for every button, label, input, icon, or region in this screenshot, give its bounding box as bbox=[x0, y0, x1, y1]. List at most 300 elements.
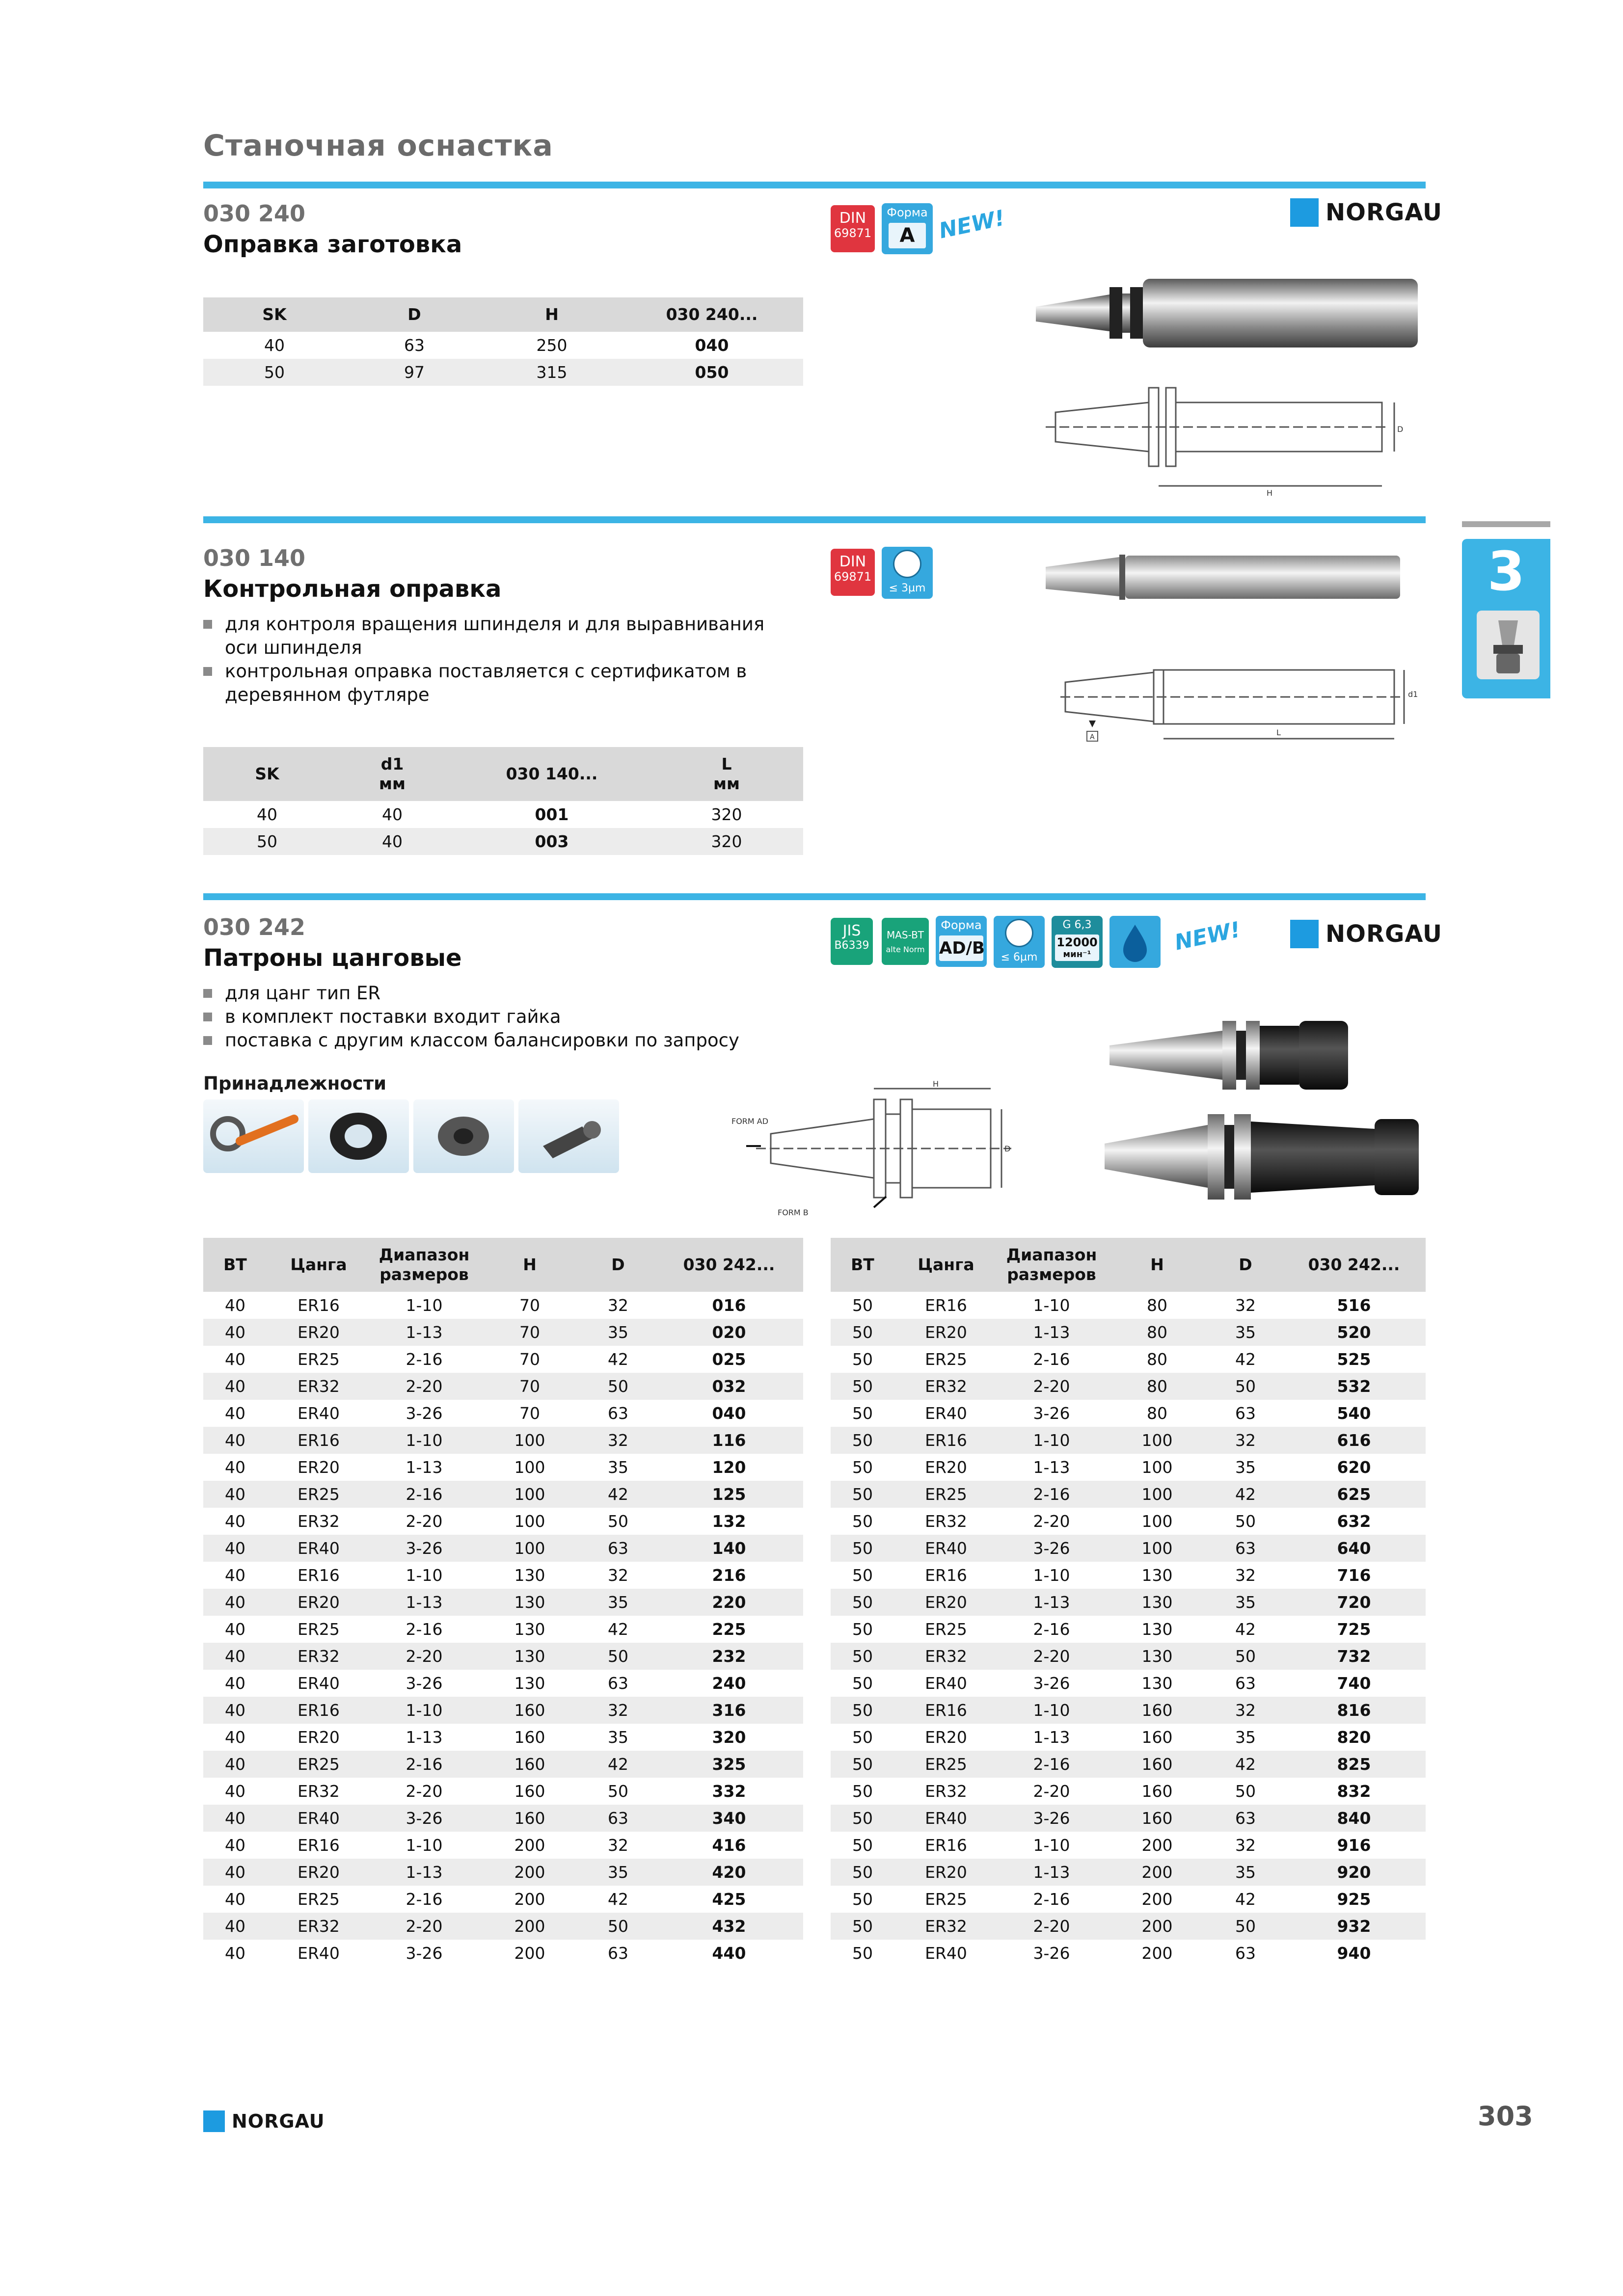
table-cell: 3-26 bbox=[406, 1944, 443, 1963]
table-cell: 040 bbox=[712, 1404, 746, 1423]
table-row bbox=[203, 1562, 803, 1589]
table-row bbox=[831, 1670, 1426, 1697]
table-cell: 40 bbox=[225, 1782, 245, 1801]
table-cell: 70 bbox=[478, 1319, 581, 1346]
mas-badge: MAS-BT alte Norm bbox=[882, 918, 929, 965]
table-cell: 40 bbox=[225, 1458, 245, 1477]
table-cell: 50 bbox=[852, 1458, 873, 1477]
table-cell: 40 bbox=[203, 1535, 267, 1562]
table-cell: ER32 bbox=[298, 1782, 340, 1801]
table-cell: 42 bbox=[608, 1620, 628, 1639]
spec-table-030242-bt50: BT Цанга Диапазон размеров H D 030 242... 50 ER16 1-10 80 32 516 50 ER20 1-13 80 35 520 50 ER25 2-16 80 42 525 50 ER32 2-20 80 50 532 50 ER40 3-26 80 63 540 50 ER16 1-10 100 32 616 50 ER20 1-13 100 35 620 50 ER25 2-16 100 42 625 50 ER32 2-20 100 50 632 50 ER40 3-26 100 63 640 50 ER16 1-10 130 32 716 50 ER20 1-13 130 35 720 50 ER25 2-16 130 42 725 50 ER32 2-20 130 50 732 50 ER40 3-26 130 63 740 50 ER16 1-10 160 32 816 50 ER20 1-13 160 35 820 50 ER25 2-16 160 42 825 50 ER32 2-20 160 50 832 50 ER40 3-26 160 63 840 50 ER16 1-10 200 32 916 50 ER20 1-13 200 35 920 50 ER25 2-16 200 42 925 50 ER32 2-20 200 50 932 50 ER40 3-26 200 63 940 bbox=[831, 1238, 1426, 1967]
table-cell: 50 bbox=[581, 1913, 655, 1940]
table-cell: 160 bbox=[514, 1728, 545, 1747]
table-cell: 32 bbox=[608, 1836, 628, 1855]
table-cell: 50 bbox=[852, 1674, 873, 1693]
table-cell: ER40 bbox=[894, 1535, 998, 1562]
table-cell: 320 bbox=[712, 1728, 746, 1747]
table-cell: 1-13 bbox=[406, 1458, 443, 1477]
table-cell: 1-13 bbox=[1033, 1458, 1070, 1477]
table-cell: 200 bbox=[1141, 1890, 1173, 1909]
table-cell: 40 bbox=[225, 1890, 245, 1909]
table-cell: 816 bbox=[1282, 1697, 1426, 1724]
table-cell: ER25 bbox=[267, 1751, 370, 1778]
table-cell: 50 bbox=[852, 1728, 873, 1747]
table-cell: 80 bbox=[1147, 1404, 1167, 1423]
table-cell: 32 bbox=[1209, 1697, 1282, 1724]
table-row bbox=[203, 1643, 803, 1670]
table-cell: 316 bbox=[655, 1697, 803, 1724]
table-cell: 032 bbox=[655, 1373, 803, 1400]
table-cell: 1-13 bbox=[998, 1859, 1106, 1886]
table-cell: 40 bbox=[203, 1373, 267, 1400]
table-cell: 40 bbox=[203, 1751, 267, 1778]
table-cell: 130 bbox=[1106, 1643, 1209, 1670]
table-cell: ER16 bbox=[925, 1836, 967, 1855]
table-cell: 2-20 bbox=[998, 1373, 1106, 1400]
table-cell: 132 bbox=[712, 1512, 746, 1531]
table-cell: 200 bbox=[478, 1859, 581, 1886]
table-cell: 925 bbox=[1337, 1890, 1371, 1909]
table-cell: 3-26 bbox=[998, 1805, 1106, 1832]
table-cell: 160 bbox=[478, 1697, 581, 1724]
table-cell: 42 bbox=[1235, 1620, 1256, 1639]
product-code: 030 140 bbox=[203, 545, 306, 571]
collet-icon bbox=[413, 1099, 514, 1173]
table-cell: 160 bbox=[478, 1751, 581, 1778]
table-cell: 1-13 bbox=[370, 1319, 478, 1346]
table-cell: 40 bbox=[225, 1620, 245, 1639]
accessory-collet[interactable] bbox=[413, 1099, 514, 1173]
feature-list bbox=[203, 982, 792, 1052]
svg-text:A: A bbox=[1090, 733, 1095, 741]
table-cell: 160 bbox=[1106, 1805, 1209, 1832]
table-cell: 1-10 bbox=[370, 1697, 478, 1724]
table-cell: ER20 bbox=[925, 1458, 967, 1477]
table-cell: 100 bbox=[1106, 1427, 1209, 1454]
table-cell: 625 bbox=[1282, 1481, 1426, 1508]
table-cell: 440 bbox=[712, 1944, 746, 1963]
table-cell: 1-10 bbox=[1033, 1566, 1070, 1585]
table-cell: ER20 bbox=[894, 1589, 998, 1616]
table-cell: 130 bbox=[1106, 1589, 1209, 1616]
table-cell: 840 bbox=[1282, 1805, 1426, 1832]
table-cell: 130 bbox=[478, 1643, 581, 1670]
table-cell: ER32 bbox=[267, 1643, 370, 1670]
svg-text:FORM B: FORM B bbox=[778, 1208, 809, 1217]
runout-badge: ≤ 3µm bbox=[882, 547, 933, 599]
table-cell: ER32 bbox=[267, 1913, 370, 1940]
table-cell: ER20 bbox=[894, 1319, 998, 1346]
table-cell: ER40 bbox=[298, 1674, 340, 1693]
table-cell: 2-20 bbox=[370, 1373, 478, 1400]
arbor-blank-image bbox=[1031, 265, 1424, 363]
table-cell: ER20 bbox=[267, 1589, 370, 1616]
table-cell: 40 bbox=[225, 1566, 245, 1585]
table-cell: 1-10 bbox=[998, 1697, 1106, 1724]
table-cell: 32 bbox=[608, 1566, 628, 1585]
table-row bbox=[831, 1832, 1426, 1859]
table-cell: ER16 bbox=[298, 1836, 340, 1855]
table-cell: 3-26 bbox=[406, 1404, 443, 1423]
table-row bbox=[203, 1832, 803, 1859]
table-cell: 025 bbox=[712, 1350, 746, 1369]
table-cell: 3-26 bbox=[370, 1535, 478, 1562]
table-cell: 40 bbox=[225, 1836, 245, 1855]
table-cell: 725 bbox=[1337, 1620, 1371, 1639]
table-cell: 32 bbox=[1235, 1296, 1256, 1315]
table-cell: 100 bbox=[478, 1427, 581, 1454]
table-cell: 50 bbox=[831, 1373, 894, 1400]
table-cell: 40 bbox=[203, 1805, 267, 1832]
table-cell: 520 bbox=[1282, 1319, 1426, 1346]
table-row bbox=[203, 1886, 803, 1913]
table-cell: 100 bbox=[514, 1458, 545, 1477]
table-cell: 80 bbox=[1106, 1373, 1209, 1400]
table-cell: 832 bbox=[1337, 1782, 1371, 1801]
table-cell: 1-13 bbox=[998, 1589, 1106, 1616]
table-cell: 160 bbox=[478, 1805, 581, 1832]
table-cell: 3-26 bbox=[370, 1805, 478, 1832]
table-cell: 916 bbox=[1337, 1836, 1371, 1855]
table-cell: ER32 bbox=[267, 1373, 370, 1400]
table-cell: 3-26 bbox=[1033, 1674, 1070, 1693]
table-cell: 40 bbox=[225, 1512, 245, 1531]
table-cell: 40 bbox=[203, 1481, 267, 1508]
table-row bbox=[831, 1751, 1426, 1778]
table-cell: 1-10 bbox=[370, 1427, 478, 1454]
table-cell: ER40 bbox=[894, 1805, 998, 1832]
table-cell: 2-20 bbox=[406, 1512, 443, 1531]
table-cell: ER25 bbox=[925, 1890, 967, 1909]
table-row bbox=[831, 1940, 1426, 1967]
table-cell: 35 bbox=[1209, 1859, 1282, 1886]
table-cell: 35 bbox=[1209, 1589, 1282, 1616]
table-cell: 616 bbox=[1282, 1427, 1426, 1454]
table-cell: 100 bbox=[1141, 1458, 1173, 1477]
table-row: 50 97 315 050 bbox=[203, 359, 803, 386]
table-cell: 1-13 bbox=[370, 1589, 478, 1616]
table-cell: 432 bbox=[655, 1913, 803, 1940]
table-cell: 35 bbox=[581, 1859, 655, 1886]
runout-badge: ≤ 6µm bbox=[994, 916, 1045, 968]
table-cell: 2-20 bbox=[998, 1643, 1106, 1670]
svg-text:D: D bbox=[1397, 425, 1404, 434]
table-row bbox=[831, 1400, 1426, 1427]
table-cell: 1-10 bbox=[1033, 1296, 1070, 1315]
table-cell: 50 bbox=[852, 1782, 873, 1801]
table-cell: ER16 bbox=[894, 1427, 998, 1454]
table-cell: 920 bbox=[1282, 1859, 1426, 1886]
table-cell: 40 bbox=[203, 1319, 267, 1346]
table-row bbox=[203, 1346, 803, 1373]
new-badge: NEW! bbox=[937, 205, 1007, 244]
table-cell: ER25 bbox=[894, 1481, 998, 1508]
table-cell: 35 bbox=[1209, 1319, 1282, 1346]
table-row bbox=[203, 1670, 803, 1697]
table-cell: 130 bbox=[514, 1620, 545, 1639]
table-row bbox=[203, 1454, 803, 1481]
table-cell: 2-16 bbox=[1033, 1890, 1070, 1909]
table-cell: 425 bbox=[712, 1890, 746, 1909]
table-cell: 2-16 bbox=[998, 1751, 1106, 1778]
table-row bbox=[831, 1697, 1426, 1724]
table-cell: 2-16 bbox=[370, 1481, 478, 1508]
table-cell: ER20 bbox=[267, 1319, 370, 1346]
table-cell: 50 bbox=[852, 1512, 873, 1531]
table-row bbox=[203, 1940, 803, 1967]
table-cell: 200 bbox=[1141, 1836, 1173, 1855]
table-cell: 35 bbox=[608, 1728, 628, 1747]
table-cell: 3-26 bbox=[1033, 1944, 1070, 1963]
table-cell: ER25 bbox=[267, 1481, 370, 1508]
collet-chuck-drawing bbox=[727, 1080, 1041, 1227]
table-row bbox=[831, 1913, 1426, 1940]
table-cell: 2-16 bbox=[406, 1890, 443, 1909]
coolant-icon bbox=[1109, 916, 1161, 968]
table-cell: 2-20 bbox=[370, 1643, 478, 1670]
table-cell: 2-16 bbox=[1033, 1350, 1070, 1369]
product-title: Контрольная оправка bbox=[203, 575, 502, 603]
table-row bbox=[831, 1643, 1426, 1670]
table-cell: 160 bbox=[1141, 1728, 1173, 1747]
forma-badge: Форма A bbox=[882, 203, 933, 254]
table-cell: ER25 bbox=[925, 1350, 967, 1369]
table-cell: 50 bbox=[852, 1620, 873, 1639]
table-cell: 020 bbox=[655, 1319, 803, 1346]
table-cell: 50 bbox=[831, 1697, 894, 1724]
table-cell: 50 bbox=[852, 1296, 873, 1315]
table-cell: 42 bbox=[581, 1481, 655, 1508]
svg-text:d1: d1 bbox=[1408, 690, 1418, 699]
table-cell: ER16 bbox=[925, 1566, 967, 1585]
gauge-icon bbox=[893, 550, 921, 578]
table-cell: 130 bbox=[1141, 1674, 1173, 1693]
table-cell: 50 bbox=[831, 1913, 894, 1940]
test-arbor-image bbox=[1041, 545, 1404, 614]
table-cell: 416 bbox=[712, 1836, 746, 1855]
table-cell: 125 bbox=[655, 1481, 803, 1508]
table-cell: 63 bbox=[1209, 1805, 1282, 1832]
accessories-heading: Принадлежности bbox=[203, 1073, 387, 1094]
table-cell: 50 bbox=[1209, 1643, 1282, 1670]
table-cell: 50 bbox=[831, 1589, 894, 1616]
table-cell: 220 bbox=[655, 1589, 803, 1616]
table-row bbox=[203, 1805, 803, 1832]
table-cell: ER32 bbox=[298, 1512, 340, 1531]
table-cell: 50 bbox=[831, 1859, 894, 1886]
table-row bbox=[203, 1697, 803, 1724]
table-row bbox=[203, 1751, 803, 1778]
table-cell: 40 bbox=[203, 1427, 267, 1454]
table-row bbox=[831, 1373, 1426, 1400]
table-cell: 340 bbox=[655, 1805, 803, 1832]
table-cell: 2-20 bbox=[370, 1913, 478, 1940]
list-item: в комплект поставки входит гайка bbox=[203, 1005, 792, 1029]
table-cell: 325 bbox=[655, 1751, 803, 1778]
table-cell: 1-10 bbox=[406, 1836, 443, 1855]
table-cell: 820 bbox=[1337, 1728, 1371, 1747]
table-cell: 70 bbox=[519, 1296, 540, 1315]
accessory-nut[interactable] bbox=[308, 1099, 409, 1173]
table-cell: 160 bbox=[1141, 1782, 1173, 1801]
table-row bbox=[203, 1724, 803, 1751]
table-cell: 640 bbox=[1282, 1535, 1426, 1562]
table-cell: 516 bbox=[1337, 1296, 1371, 1315]
table-cell: 100 bbox=[514, 1512, 545, 1531]
table-cell: 2-16 bbox=[998, 1481, 1106, 1508]
table-cell: 50 bbox=[608, 1512, 628, 1531]
table-row bbox=[203, 1400, 803, 1427]
spec-table-030240: SK D H 030 240... 40 63 250 040 50 97 315 050 bbox=[203, 297, 803, 386]
table-cell: 50 bbox=[852, 1890, 873, 1909]
page-title: Станочная оснастка bbox=[203, 129, 553, 163]
table-cell: 200 bbox=[514, 1836, 545, 1855]
table-cell: 525 bbox=[1337, 1350, 1371, 1369]
table-cell: 50 bbox=[831, 1643, 894, 1670]
table-cell: 160 bbox=[1106, 1697, 1209, 1724]
table-cell: 32 bbox=[1209, 1427, 1282, 1454]
table-cell: 50 bbox=[852, 1566, 873, 1585]
table-cell: ER32 bbox=[894, 1913, 998, 1940]
table-cell: 100 bbox=[1106, 1481, 1209, 1508]
table-row bbox=[831, 1724, 1426, 1751]
table-cell: 720 bbox=[1282, 1589, 1426, 1616]
table-cell: 50 bbox=[831, 1535, 894, 1562]
table-cell: 40 bbox=[203, 1697, 267, 1724]
chapter-number: 3 bbox=[1487, 540, 1525, 603]
table-cell: 42 bbox=[581, 1751, 655, 1778]
table-cell: 42 bbox=[1235, 1890, 1256, 1909]
chuck-icon bbox=[1477, 611, 1540, 679]
table-cell: 50 bbox=[1235, 1782, 1256, 1801]
table-cell: 100 bbox=[1106, 1535, 1209, 1562]
list-item: для контроля вращения шпинделя и для выравнивания оси шпинделя bbox=[203, 613, 792, 660]
table-cell: 200 bbox=[514, 1890, 545, 1909]
product-code: 030 240 bbox=[203, 200, 306, 227]
table-cell: 32 bbox=[1235, 1836, 1256, 1855]
table-row bbox=[831, 1508, 1426, 1535]
table-cell: 200 bbox=[1106, 1913, 1209, 1940]
table-cell: 2-20 bbox=[406, 1782, 443, 1801]
table-cell: 3-26 bbox=[998, 1535, 1106, 1562]
table-cell: 32 bbox=[581, 1427, 655, 1454]
table-cell: 32 bbox=[608, 1296, 628, 1315]
table-cell: 63 bbox=[581, 1805, 655, 1832]
table-cell: 532 bbox=[1282, 1373, 1426, 1400]
test-arbor-drawing bbox=[1060, 663, 1424, 751]
table-cell: 50 bbox=[852, 1836, 873, 1855]
table-cell: ER40 bbox=[267, 1805, 370, 1832]
table-cell: 42 bbox=[608, 1890, 628, 1909]
svg-text:L: L bbox=[1276, 728, 1281, 737]
table-cell: 50 bbox=[581, 1643, 655, 1670]
table-cell: ER40 bbox=[925, 1674, 967, 1693]
table-cell: 100 bbox=[1141, 1512, 1173, 1531]
table-row bbox=[831, 1292, 1426, 1319]
table-cell: 40 bbox=[225, 1674, 245, 1693]
din-badge: DIN 69871 bbox=[831, 205, 875, 252]
table-cell: 716 bbox=[1337, 1566, 1371, 1585]
table-cell: 940 bbox=[1337, 1944, 1371, 1963]
table-cell: 63 bbox=[1235, 1944, 1256, 1963]
svg-text:H: H bbox=[933, 1080, 939, 1089]
feature-list bbox=[203, 613, 792, 707]
table-cell: 1-10 bbox=[406, 1566, 443, 1585]
table-cell: ER40 bbox=[925, 1944, 967, 1963]
table-cell: 80 bbox=[1147, 1296, 1167, 1315]
table-cell: 120 bbox=[712, 1458, 746, 1477]
table-cell: 40 bbox=[203, 1643, 267, 1670]
svg-text:D: D bbox=[1004, 1144, 1011, 1153]
table-cell: ER16 bbox=[894, 1697, 998, 1724]
table-cell: ER25 bbox=[298, 1350, 340, 1369]
table-cell: 63 bbox=[608, 1674, 628, 1693]
table-cell: 2-20 bbox=[998, 1913, 1106, 1940]
table-cell: 1-10 bbox=[1033, 1836, 1070, 1855]
gauge-icon bbox=[1005, 919, 1033, 947]
list-item: поставка с другим классом балансировки по запросу bbox=[203, 1029, 792, 1052]
table-cell: ER25 bbox=[894, 1751, 998, 1778]
product-title: Патроны цанговые bbox=[203, 944, 462, 972]
product-title: Оправка заготовка bbox=[203, 231, 462, 258]
table-cell: 740 bbox=[1337, 1674, 1371, 1693]
table-cell: 40 bbox=[225, 1296, 245, 1315]
table-row bbox=[831, 1319, 1426, 1346]
table-cell: 50 bbox=[1235, 1512, 1256, 1531]
table-cell: ER20 bbox=[894, 1859, 998, 1886]
table-cell: ER20 bbox=[925, 1728, 967, 1747]
table-cell: 540 bbox=[1337, 1404, 1371, 1423]
table-cell: 225 bbox=[712, 1620, 746, 1639]
table-cell: ER40 bbox=[267, 1535, 370, 1562]
table-cell: ER40 bbox=[298, 1944, 340, 1963]
table-cell: 50 bbox=[581, 1373, 655, 1400]
table-cell: 130 bbox=[514, 1674, 545, 1693]
brand-logo: NORGAU bbox=[1290, 198, 1442, 227]
table-cell: 42 bbox=[608, 1350, 628, 1369]
table-cell: 116 bbox=[655, 1427, 803, 1454]
table-cell: 1-13 bbox=[1033, 1728, 1070, 1747]
table-cell: 632 bbox=[1337, 1512, 1371, 1531]
accessory-wrench[interactable] bbox=[203, 1099, 304, 1173]
table-cell: 200 bbox=[478, 1913, 581, 1940]
table-cell: 63 bbox=[581, 1535, 655, 1562]
clamping-nut-icon bbox=[308, 1099, 409, 1173]
table-cell: 825 bbox=[1282, 1751, 1426, 1778]
table-cell: 42 bbox=[1209, 1751, 1282, 1778]
table-cell: ER20 bbox=[298, 1728, 340, 1747]
table-cell: 70 bbox=[519, 1350, 540, 1369]
table-cell: 50 bbox=[831, 1427, 894, 1454]
table-cell: 100 bbox=[478, 1535, 581, 1562]
table-cell: 2-20 bbox=[1033, 1782, 1070, 1801]
table-cell: 40 bbox=[203, 1859, 267, 1886]
table-row bbox=[831, 1589, 1426, 1616]
table-cell: 63 bbox=[608, 1404, 628, 1423]
svg-text:FORM AD: FORM AD bbox=[731, 1117, 769, 1126]
table-row bbox=[203, 1535, 803, 1562]
table-cell: 50 bbox=[831, 1805, 894, 1832]
table-cell: 35 bbox=[581, 1589, 655, 1616]
table-cell: 35 bbox=[608, 1458, 628, 1477]
table-cell: 130 bbox=[478, 1589, 581, 1616]
table-cell: ER32 bbox=[894, 1373, 998, 1400]
table-row bbox=[203, 1589, 803, 1616]
table-cell: ER40 bbox=[925, 1404, 967, 1423]
table-cell: 200 bbox=[1141, 1944, 1173, 1963]
accessory-pull-stud[interactable] bbox=[518, 1099, 619, 1173]
